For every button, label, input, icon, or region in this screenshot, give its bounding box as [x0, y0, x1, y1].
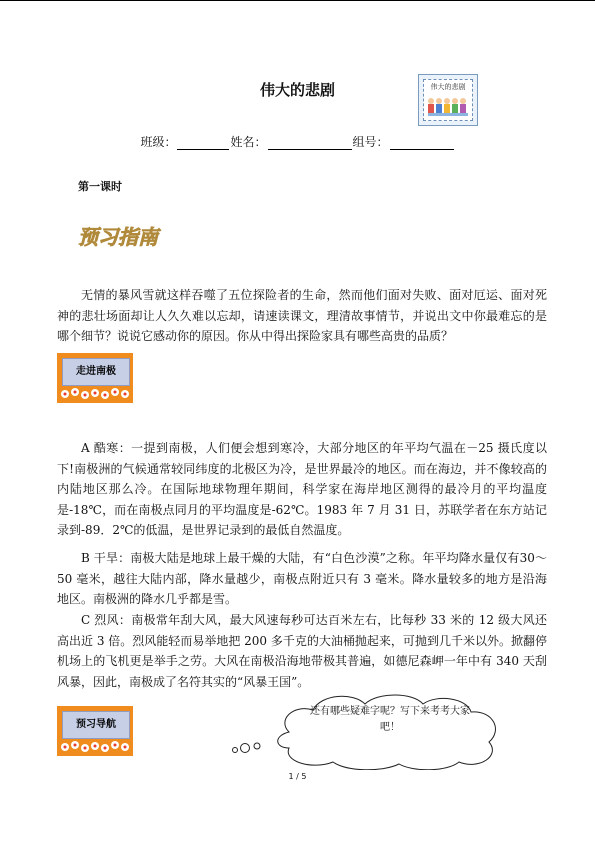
section-box-preview-nav-label: 预习导航 [76, 719, 116, 730]
top-border-line [0, 0, 595, 1]
flower-decoration-icon [59, 385, 131, 403]
paragraph-dry: B 干旱：南极大陆是地球上最干燥的大陆，有“白色沙漠”之称。年平均降水量仅有30～50 毫米，越往大陆内部，降水量越少，南极点附近只有 3 毫米。降水量较多的地方是沿海地区。南极洲的降水几乎都是雪。 [57, 551, 547, 607]
name-label: 姓名： [230, 135, 267, 149]
page-number: 1 / 5 [288, 772, 307, 781]
name-blank[interactable] [268, 137, 352, 150]
preview-guide-text: 预习指南 [78, 225, 158, 249]
title-badge-image [418, 74, 478, 126]
flower-decoration-icon [59, 738, 131, 756]
title-badge-text: 伟大的悲剧 [430, 83, 466, 91]
intro-paragraph: 无情的暴风雪就这样吞噬了五位探险者的生命，然而他们面对失败、面对厄运、面对死神的悲壮场面却让人久久难以忘却，请速读课文，理清故事情节，并说出文中你最难忘的是哪个细节？说说它感动你的原因。你从中得出探险家具有哪些高贵的品质？ [57, 288, 547, 344]
student-info-line [0, 133, 595, 150]
paragraph-wind: C 烈风：南极常年刮大风，最大风速每秒可达百米左右，比每秒 33 米的 12 级大风还高出近 3 倍。烈风能轻而易举地把 200 多千克的大油桶抛起来，可抛到几千米以外。掀翻停机场上的飞机更是举手之劳。大风在南极沿海地带极其普遍，如德尼森岬一年中有 340 天刮风暴，因此，南极成了名符其实的“风暴王国”。 [57, 613, 547, 689]
children-illustration-icon [426, 96, 470, 118]
group-blank[interactable] [390, 137, 454, 150]
paragraph-cold: A 酷寒：一提到南极，人们便会想到寒冷，大部分地区的年平均气温在－25 摄氏度以下!南极洲的气候通常较同纬度的北极区为冷，是世界最冷的地区。而在海边，并不像较高的内陆地区那么冷。在国际地球物理年期间，科学家在海岸地区测得的最冷月的平均温度是-18℃，而在南极点同月的平均温度是-62℃。1983 年 7 月 31 日，苏联学者在东方站记录到-89．2℃的低温，是世界记录到的最低自然温度。 [57, 441, 547, 538]
section-box-preview-nav [57, 706, 133, 756]
class-blank[interactable] [177, 137, 229, 150]
preview-guide-word-art [76, 222, 206, 252]
section-box-south-pole-label: 走进南极 [76, 366, 116, 377]
section-box-south-pole [57, 353, 133, 403]
class-label: 班级： [140, 135, 177, 149]
group-label: 组号： [352, 135, 389, 149]
lesson-heading: 第一课时 [78, 180, 122, 193]
cloud-prompt-text: 还有哪些疑难字呢？写下来考考大家吧！ [310, 706, 470, 733]
page-title: 伟大的悲剧 [259, 81, 335, 99]
